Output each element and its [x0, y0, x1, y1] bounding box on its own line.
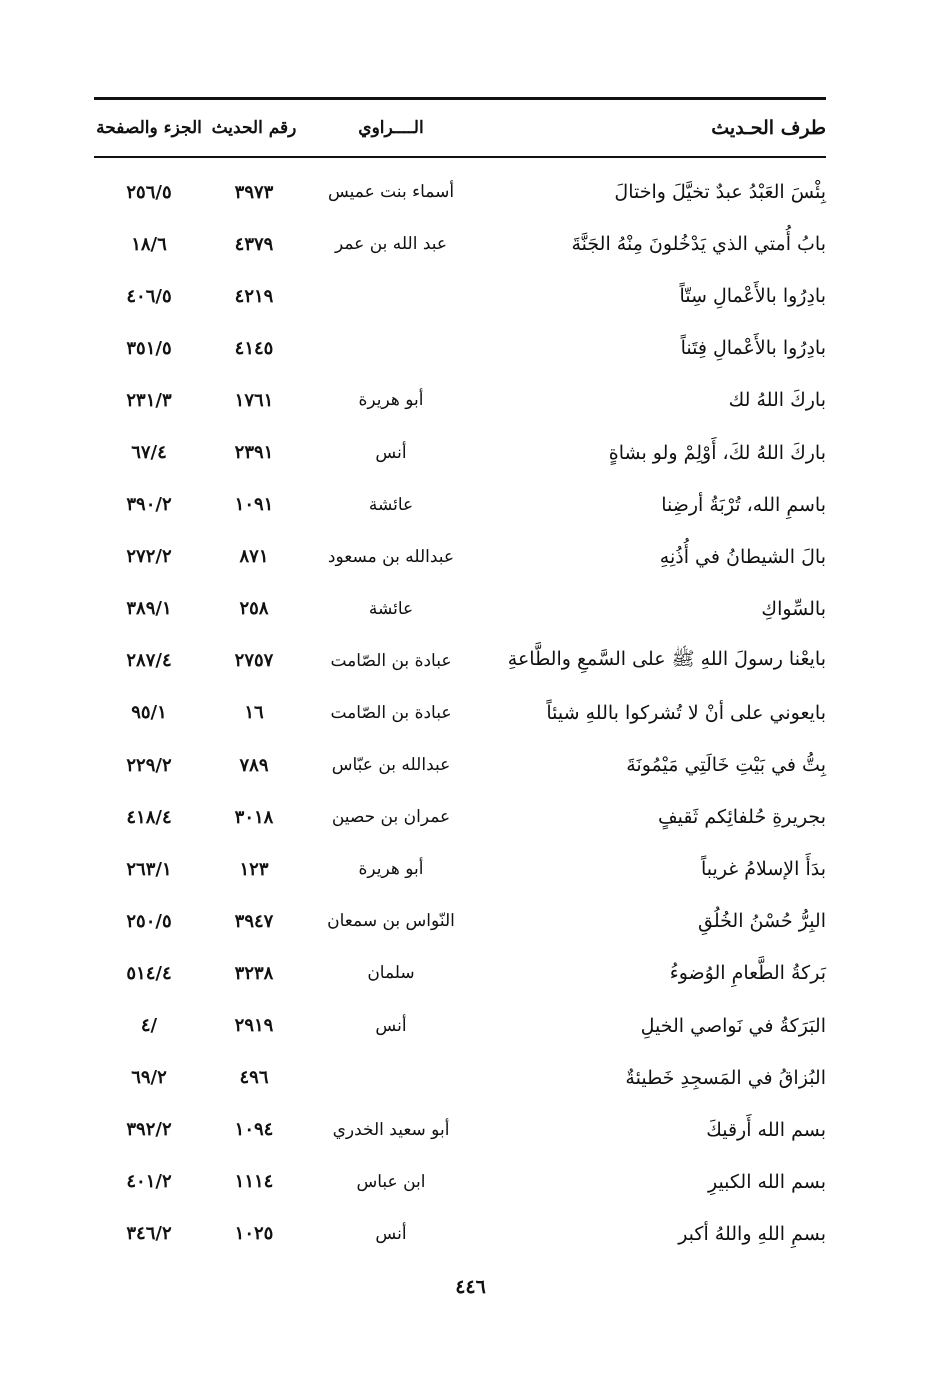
hadith-text: بدَأَ الإسلامُ غريباً — [701, 858, 826, 881]
table-row — [94, 374, 826, 426]
hadith-number: ٢٣٩١ — [234, 442, 274, 464]
narrator: أنس — [375, 1223, 407, 1244]
hadith-text: بابُ أُمتي الذي يَدْخُلونَ مِنْهُ الجَنَّةَ — [571, 233, 826, 256]
narrator: أبو هريرة — [358, 859, 424, 880]
hadith-text: بايعْنا رسولَ اللهِ ﷺ على السَّمعِ والطَّاعةِ — [507, 647, 826, 670]
hadith-text: بسم الله الكبيرِ — [707, 1170, 826, 1193]
volume-page: ٢٧٢/٢ — [126, 546, 172, 568]
hadith-text: بادِرُوا بالأَعْمالِ فِتَناً — [680, 337, 826, 360]
header-narrator: الــــراوي — [358, 118, 424, 138]
hadith-text: البِرُّ حُسْنُ الخُلُقِ — [698, 910, 826, 933]
volume-page: ٢٦٣/١ — [126, 858, 172, 880]
volume-page: ٣٩٠/٢ — [126, 494, 172, 516]
hadith-text: باركَ اللهُ لك — [728, 389, 826, 412]
hadith-number: ٧٨٩ — [239, 754, 269, 776]
table-row — [94, 583, 826, 635]
hadith-number: ١١١٤ — [234, 1171, 274, 1193]
volume-page: ٣٤٦/٢ — [126, 1223, 172, 1245]
hadith-number: ١٧٦١ — [234, 389, 274, 411]
table-row — [94, 322, 826, 374]
hadith-text: بِتُّ في بَيْتِ خَالَتِي مَيْمُونَةَ — [626, 754, 826, 777]
header-hadith-text: طرف الحـديث — [711, 117, 826, 139]
hadith-text: بالَ الشيطانُ في أُذُنِهِ — [659, 545, 826, 568]
table-row — [94, 1156, 826, 1208]
hadith-text: البُزاقُ في المَسجِدِ خَطيئةٌ — [625, 1066, 826, 1089]
table-row — [94, 1104, 826, 1156]
hadith-number: ٢٧٥٧ — [234, 650, 274, 672]
table-row — [94, 843, 826, 895]
hadith-text: بسم الله أَرقيكَ — [706, 1118, 826, 1141]
volume-page: ٤٠٦/٥ — [126, 285, 172, 307]
hadith-index-table — [94, 97, 826, 1260]
hadith-number: ٤٩٦ — [239, 1067, 269, 1089]
narrator: أسماء بنت عميس — [327, 182, 455, 203]
header-hadith-number: رقم الحديث — [211, 118, 297, 138]
hadith-number: ٣٩٤٧ — [234, 910, 274, 932]
hadith-text: بِئْسَ العَبْدُ عبدٌ تخيَّلَ واختالَ — [614, 181, 826, 204]
table-row — [94, 635, 826, 687]
volume-page: ٢٢٩/٢ — [126, 754, 172, 776]
hadith-number: ١٠٩١ — [234, 494, 274, 516]
table-row — [94, 166, 826, 218]
volume-page: ٤١٨/٤ — [126, 806, 172, 828]
volume-page: ٣٥١/٥ — [126, 337, 172, 359]
table-row — [94, 426, 826, 478]
narrator: عبدالله بن مسعود — [327, 546, 455, 567]
table-row — [94, 1000, 826, 1052]
volume-page: ٣٩٢/٢ — [126, 1119, 172, 1141]
volume-page: ١٨/٦ — [131, 233, 167, 255]
narrator: عبدالله بن عبّاس — [331, 755, 451, 776]
volume-page: ٣٨٩/١ — [126, 598, 172, 620]
narrator: عبادة بن الصّامت — [330, 702, 452, 723]
hadith-text: باركَ اللهُ لكَ، أَوْلِمْ ولو بشاةٍ — [608, 441, 826, 464]
volume-page: /٤ — [140, 1015, 158, 1037]
hadith-text: باسمِ الله، تُرْبَةُ أرضِنا — [661, 493, 826, 516]
hadith-number: ٢٩١٩ — [234, 1015, 274, 1037]
narrator: عائشة — [368, 598, 414, 619]
narrator: عبادة بن الصّامت — [330, 650, 452, 671]
hadith-number: ٣٠١٨ — [234, 806, 274, 828]
hadith-number: ١٠٢٥ — [234, 1223, 274, 1245]
hadith-number: ١٦ — [244, 702, 264, 724]
hadith-text: بايعوني على أنْ لا تُشركوا باللهِ شيئاً — [546, 701, 826, 724]
table-row — [94, 479, 826, 531]
page-number: ٤٤٦ — [455, 1276, 486, 1298]
table-row — [94, 895, 826, 947]
table-row — [94, 270, 826, 322]
hadith-number: ٤٣٧٩ — [234, 233, 274, 255]
narrator: أبو هريرة — [358, 390, 424, 411]
narrator: أبو سعيد الخدري — [332, 1119, 450, 1140]
narrator: عمران بن حصين — [331, 807, 451, 828]
table-row — [94, 218, 826, 270]
narrator: عبد الله بن عمر — [334, 234, 448, 255]
narrator: عائشة — [368, 494, 414, 515]
volume-page: ٥١٤/٤ — [126, 962, 172, 984]
volume-page: ٢٥٠/٥ — [126, 910, 172, 932]
table-row — [94, 687, 826, 739]
narrator: سلمان — [367, 963, 415, 984]
hadith-number: ١٢٣ — [239, 858, 269, 880]
hadith-text: بسمِ اللهِ واللهُ أكبر — [678, 1222, 826, 1245]
table-row — [94, 1208, 826, 1260]
volume-page: ٢٣١/٣ — [126, 389, 172, 411]
hadith-text: بالسِّواكِ — [761, 597, 826, 620]
table-header — [94, 100, 826, 156]
volume-page: ٤٠١/٢ — [126, 1171, 172, 1193]
hadith-text: بَركةُ الطَّعامِ الوُضوءُ — [669, 962, 826, 985]
hadith-number: ٢٥٨ — [239, 598, 269, 620]
hadith-number: ٤١٤٥ — [234, 337, 274, 359]
hadith-number: ٣٩٧٣ — [234, 181, 274, 203]
hadith-number: ١٠٩٤ — [234, 1119, 274, 1141]
volume-page: ٦٧/٤ — [131, 442, 167, 464]
hadith-number: ٨٧١ — [239, 546, 269, 568]
narrator: أنس — [375, 442, 407, 463]
header-rule — [94, 156, 826, 158]
table-body — [94, 166, 826, 1260]
volume-page: ٩٥/١ — [131, 702, 167, 724]
hadith-number: ٤٢١٩ — [234, 285, 274, 307]
table-row — [94, 791, 826, 843]
volume-page: ٢٨٧/٤ — [126, 650, 172, 672]
hadith-text: البَرَكةُ في نَواصي الخيلِ — [640, 1014, 826, 1037]
header-volume-page: الجزء والصفحة — [96, 118, 202, 138]
hadith-number: ٣٢٣٨ — [234, 962, 274, 984]
table-row — [94, 1052, 826, 1104]
volume-page: ٦٩/٢ — [131, 1067, 167, 1089]
table-row — [94, 531, 826, 583]
table-row — [94, 947, 826, 999]
narrator: ابن عباس — [356, 1171, 426, 1192]
narrator: أنس — [375, 1015, 407, 1036]
hadith-text: بادِرُوا بالأَعْمالِ سِتّاً — [679, 285, 826, 308]
hadith-text: بجريرةِ حُلفائِكم ثَقيفٍ — [657, 806, 826, 829]
volume-page: ٢٥٦/٥ — [126, 181, 172, 203]
narrator: النّواس بن سمعان — [327, 911, 455, 932]
table-row — [94, 739, 826, 791]
